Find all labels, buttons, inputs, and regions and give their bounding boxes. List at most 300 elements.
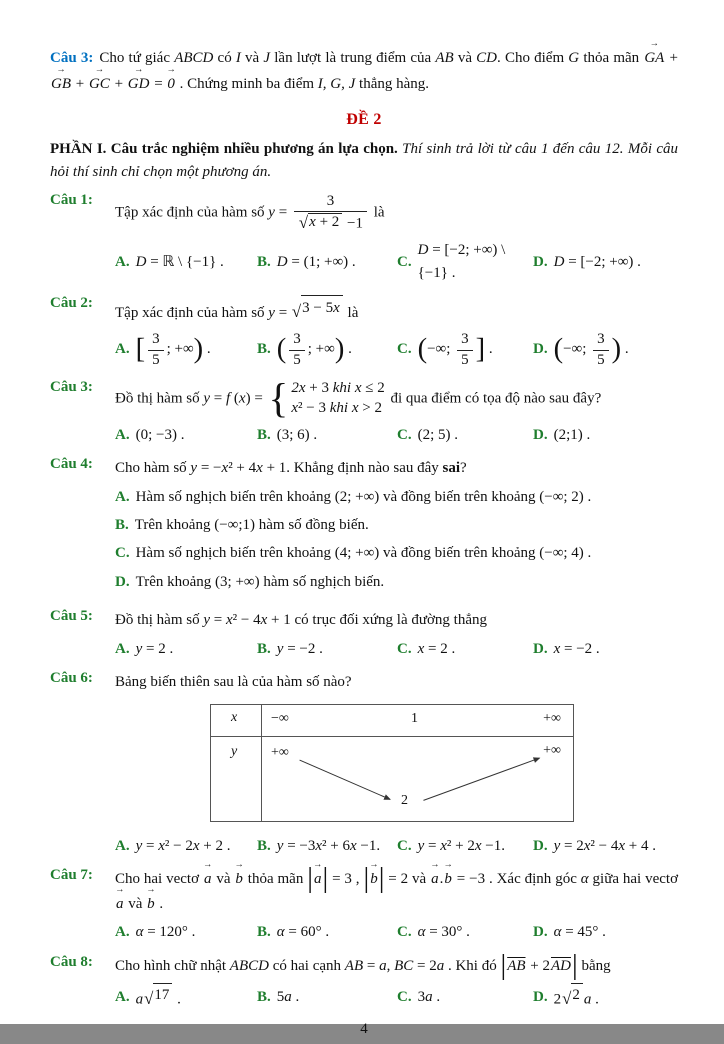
option [257,638,397,661]
radical-sign-icon: √ [144,988,154,1008]
text-run: là [370,204,385,221]
text-run: 17 [154,987,170,1004]
option-body [554,921,606,944]
text-run: + 1 có trục đối xứng là đường thẳng [267,611,487,628]
text-run: = − [197,460,222,476]
math-variable: ABCD [229,957,269,974]
vector-arrow-icon: → [56,65,66,76]
text-run: ² − 4 [590,837,619,854]
text-run: > 2 [358,400,382,417]
text-run: −∞; [563,341,591,358]
vector-name: a [431,870,439,887]
options-list [115,835,678,858]
text-run: 5 [276,988,285,1005]
text-run: bằng [577,957,611,974]
question-body [115,670,678,695]
text-run: = 3 , [328,870,364,887]
option-body [418,921,470,944]
big-delimiter: ] [475,333,486,365]
option [397,330,533,370]
text-run: và [240,50,264,66]
text-run: lần lượt là trung điểm của [270,50,436,66]
text-run: (2; 5) . [417,426,459,443]
option-body [136,542,592,565]
text-run: Bảng biến thiên sau là của hàm số nào? [115,673,352,690]
option-letter: A. [115,426,130,443]
square-root [299,213,342,231]
math-variable: BC [394,957,414,974]
math-variable: I, G, J [317,75,356,92]
text-run: 5 [461,351,469,368]
square-root [292,295,343,321]
vector [115,884,125,917]
text-run: và [124,895,147,912]
option-letter: B. [257,426,271,443]
option-body [554,983,599,1012]
part-heading-bold: PHẦN I. Câu trắc nghiệm nhiều phương án lựa chọn. [50,140,398,157]
text-run: 3 [293,331,301,348]
math-variable: 2x [291,379,306,396]
options-list [115,983,678,1012]
text-run: ( [230,390,239,407]
vector-arrow-icon: → [133,65,144,76]
math-variable: x [291,400,299,417]
big-delimiter: ) [193,333,204,365]
option [397,986,533,1009]
option-body [136,251,224,274]
text-run: 5 [293,351,301,368]
text-run: −1. [356,837,381,854]
text-run: = −3 . Xác định góc [452,870,581,887]
option-letter: B. [257,988,271,1005]
text-run: ; +∞ [307,341,335,358]
math-variable: y [190,460,198,476]
vector-name: a [203,870,212,887]
option-body [418,330,493,370]
text-run: 3 [152,331,160,348]
option-letter: D. [533,341,548,358]
math-variable: f [225,390,231,407]
vector [203,859,213,892]
option [397,921,533,944]
question-content [115,859,679,945]
option-letter: B. [257,837,271,854]
question [50,608,678,661]
text-run: = ℝ \ {−1} . [146,253,224,270]
text-run: = [150,75,167,92]
option-letter: D. [533,837,548,854]
option [533,251,678,274]
vector [443,859,453,892]
option-body [135,514,369,537]
text-run: . [173,991,181,1008]
text-run: −1 [343,215,363,232]
text-run: = (1; +∞) . [287,253,356,270]
math-variable: y [268,304,275,321]
question [50,295,678,370]
math-variable: y [203,390,211,407]
option [115,983,257,1012]
question-content [115,670,678,858]
variation-table [210,704,574,822]
math-variable: y [135,837,143,854]
math-variable: x [256,460,263,476]
vector-name: b [444,870,452,887]
text-run: . Khi đó [444,957,501,974]
vector [51,65,71,98]
text-run: = −3 [283,837,316,854]
text-run: = −2 . [283,640,323,657]
text-run: và [453,50,477,66]
text-run: = [274,304,291,321]
text-run: = 30° . [425,924,470,941]
vector [369,859,379,892]
text-run: ; +∞ [166,341,194,358]
option-body [418,835,505,858]
option-body [136,486,592,509]
math-variable: D [276,253,288,270]
big-delimiter: | [500,949,507,981]
option-body [277,638,323,661]
math-variable: y [417,837,425,854]
math-variable: khi x [332,379,362,396]
question-label: Câu 8: [50,953,93,970]
text-run: + 2 . [199,837,231,854]
option [115,486,678,509]
text-run: = 2 . [142,640,174,657]
math-variable: α [553,924,562,941]
math-variable: α [417,924,426,941]
math-variable: D [553,253,565,270]
cases-row [291,399,384,419]
text-run: Đồ thị hàm số [115,390,204,407]
question-content [115,949,678,1012]
big-delimiter: | [571,949,578,981]
option-letter: B. [257,924,271,941]
text-run: −1. [481,837,506,854]
option [115,542,678,565]
math-variable: a [379,957,387,974]
math-variable: D [135,253,147,270]
text-run: = 2 và [384,870,431,887]
text-run: = 2 . [424,640,456,657]
option-body [554,330,629,370]
text-run: = [−2; +∞) \ {−1} . [417,242,506,282]
text-run: + 2 [526,957,550,974]
math-variable: x [260,611,268,628]
math-variable: J [263,50,271,66]
question [50,456,678,599]
options-list [115,486,678,594]
option-letter: B. [257,253,271,270]
text-run: = [424,837,441,854]
option-letter: C. [397,837,412,854]
text-run: . [291,988,300,1005]
text-run: . Chứng minh ba điểm [175,75,318,92]
text-run: ² + 6 [322,837,350,854]
y-top-left: +∞ [271,744,289,760]
option-letter: A. [115,988,130,1005]
question-body [115,608,678,633]
math-variable: a [436,957,445,974]
option-letter: C. [397,924,412,941]
option [115,835,257,858]
math-variable: y [268,204,275,221]
options-list [115,638,678,661]
text-run: 3 − 5 [302,299,334,316]
vector-arrow-icon: → [430,859,440,870]
math-variable: x [238,390,246,407]
table-var-label: x [231,709,238,725]
math-variable: x [309,214,316,231]
big-delimiter: ( [553,333,564,365]
option-letter: B. [257,640,271,657]
text-run: thỏa mãn [579,50,644,66]
option-letter: C. [397,640,412,657]
math-fraction [457,331,473,369]
math-variable: y [276,837,284,854]
math-variable: D [417,242,429,259]
text-run: là [343,304,359,321]
fraction-denominator [289,351,305,369]
option-body [277,330,352,370]
text-run: đi qua điểm có tọa độ nào sau đây? [386,390,602,407]
intro-question-label: Câu 3: [50,50,94,66]
text-run: ² + 2 [446,837,475,854]
big-delimiter: ) [611,333,622,365]
text-run: = [363,957,380,974]
vector-name: GB [51,75,71,92]
text-run: 3 [417,988,426,1005]
questions-list [50,192,678,1021]
y-minimum: 2 [401,792,408,808]
math-fraction [593,331,609,369]
text-run: 3 [326,193,335,210]
math-variable: x [158,837,165,854]
text-run: + [665,50,678,66]
math-variable: x [474,837,482,854]
option-letter: A. [115,341,130,358]
option-body [136,835,231,858]
options-list [115,239,678,286]
option [115,571,678,594]
option [533,921,678,944]
fraction-numerator [289,331,305,350]
vector-name: a [116,895,124,912]
fraction-numerator [593,331,609,350]
question-label: Câu 6: [50,669,93,686]
square-root [144,983,172,1007]
text-run: Cho hàm số [115,460,191,476]
text-run: = [142,837,159,854]
question-body [115,949,678,981]
radicand [153,983,172,1007]
option-body [277,251,356,274]
text-run: Hàm số nghịch biến trên khoảng (2; +∞) và đồng biến trên khoảng (−∞; 2) . [135,488,592,505]
radical-sign-icon: √ [291,301,302,321]
cases-rows [291,379,384,419]
part-heading-italic: Thí sinh trả lời từ câu 1 đến câu 12. Mỗi câu hỏi thí sinh chỉ chọn một phương án. [50,140,678,180]
x-value-left: −∞ [271,710,289,726]
text-run: 3 [461,331,469,348]
fraction-denominator [457,351,473,369]
option-body [418,239,533,286]
text-run: + [72,75,88,92]
math-variable: y [276,640,284,657]
text-run: 2 [553,991,562,1008]
piecewise-cases [268,374,385,421]
option-letter: D. [533,640,548,657]
question-body [115,192,678,234]
page-number: 4 [360,1020,368,1037]
text-run: Cho hình chữ nhật [115,957,230,974]
text-run: Tập xác định của hàm số [115,304,269,321]
options-list [115,424,678,447]
option-letter: D. [533,253,548,270]
text-run: = 60° . [284,924,330,941]
question-body [115,295,678,326]
text-run: 5 [597,351,605,368]
big-delimiter: | [363,862,370,894]
vector-name: b [235,870,243,887]
option-body [418,638,456,661]
vector [166,65,176,98]
text-run: = 2 [413,957,437,974]
math-variable: x [333,299,340,316]
part-heading [50,138,678,185]
option-body [418,986,441,1009]
math-variable: α [135,924,144,941]
text-run: . [591,991,599,1008]
option [533,330,678,370]
text-run: . [621,341,629,358]
intro-question [50,39,678,98]
cases-row [291,379,384,399]
text-run: = [210,390,226,407]
fraction-denominator [593,351,609,369]
bold-word: sai [442,460,461,476]
text-run: . Cho điểm [497,50,569,66]
math-variable: ABCD [174,50,214,66]
radical-sign-icon: √ [562,988,572,1008]
text-run: = 2 [560,837,584,854]
question-label: Câu 5: [50,607,93,624]
text-run: có hai cạnh [268,957,345,974]
vector [146,884,156,917]
text-run: ² + 4 [228,460,257,476]
y-top-right: +∞ [543,742,561,758]
math-variable: α [276,924,285,941]
text-run: giữa hai vectơ [588,870,679,887]
text-run: thẳng hàng. [355,75,430,92]
math-variable: AB [435,50,454,66]
radicand [571,983,583,1007]
text-run: và [212,870,235,887]
math-variable: a [284,988,292,1005]
option-letter: D. [533,426,548,443]
radicand [308,213,342,231]
option [115,251,257,274]
math-variable: a [425,988,433,1005]
option-letter: C. [397,253,412,270]
radicand [301,295,343,321]
option [257,330,397,370]
math-variable: G [568,50,580,66]
math-fraction [289,331,305,369]
radical-sign-icon: √ [298,212,309,232]
math-variable: a [135,991,144,1008]
option-body [554,424,591,447]
big-delimiter: | [322,862,329,894]
text-run: + 4 . [625,837,657,854]
math-variable: x [417,640,425,657]
question-body [115,859,679,917]
math-variable: x [192,837,200,854]
math-variable: x [553,640,561,657]
vector-arrow-icon: → [115,884,125,895]
option-letter: D. [115,573,130,590]
question-content [115,608,678,661]
option-letter: C. [397,426,412,443]
option [115,424,257,447]
vector-arrow-icon: → [146,884,156,895]
x-value-right: +∞ [543,710,561,726]
vector [127,65,150,98]
question-content [115,192,678,285]
option-body [136,424,185,447]
text-run: có [213,50,236,66]
vector-arrow-icon: → [313,859,323,870]
text-run: . [439,870,444,887]
square-root [562,983,583,1007]
text-run: ) = [245,390,267,407]
text-run: (3; 6) . [276,426,318,443]
overline-vector: $\overline{AB}$ [507,957,526,974]
option [257,424,397,447]
x-value-mid: 1 [411,710,418,726]
exam-title: ĐỀ 2 [346,110,382,128]
math-variable: AB [344,957,364,974]
question-label: Câu 7: [50,866,93,883]
big-delimiter: ) [334,333,345,365]
vector-name: GD [127,75,150,92]
question-body [115,456,678,481]
big-delimiter: ( [417,333,428,365]
text-run: = [−2; +∞) . [564,253,641,270]
text-run: Cho hai vectơ [115,870,203,887]
table-fn-label: y [231,743,238,759]
text-run: Trên khoảng (3; +∞) hàm số nghịch biến. [135,573,385,590]
text-run: 5 [152,351,160,368]
question-label: Câu 1: [50,192,93,209]
question [50,859,679,945]
text-run: Đồ thị hàm số [115,611,204,628]
math-fraction [148,331,164,369]
text-run: ² − 4 [232,611,261,628]
vector-arrow-icon: → [649,39,659,50]
math-fraction [294,193,367,233]
option [257,835,397,858]
text-run: = 120° . [143,924,196,941]
option-body [418,424,458,447]
option [397,424,533,447]
question-content [115,295,678,370]
math-variable: α [580,870,589,887]
option-letter: C. [397,341,412,358]
text-run: Tập xác định của hàm số [115,204,269,221]
text-run: = 45° . [561,924,606,941]
option-letter: D. [533,988,548,1005]
